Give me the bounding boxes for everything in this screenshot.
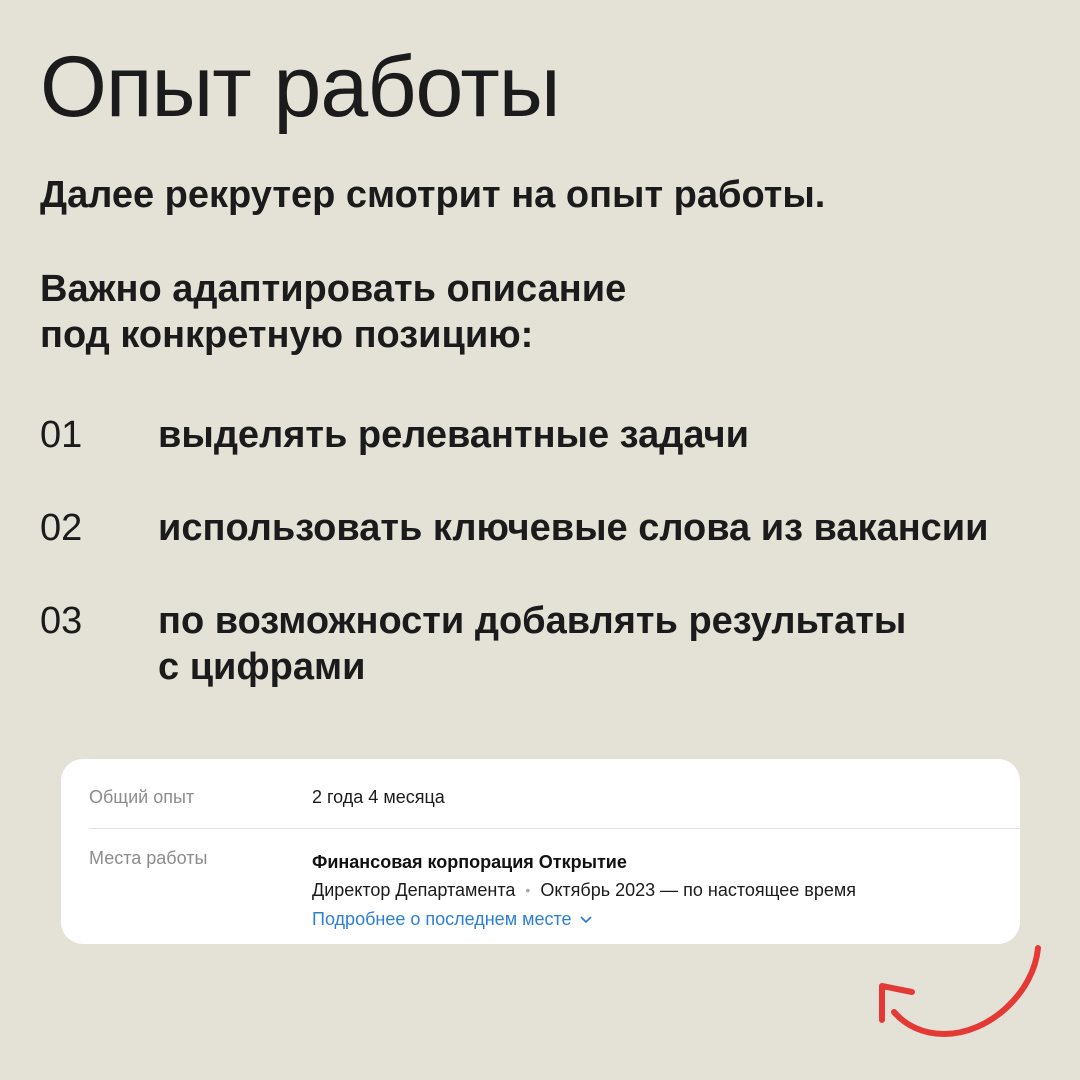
more-about-last-place-link[interactable] <box>312 904 856 933</box>
total-experience-row <box>89 759 1020 829</box>
separator-dot: • <box>525 882 531 898</box>
list-item-text <box>158 598 906 690</box>
list-item-number: 03 <box>40 600 83 642</box>
employment-period: Октябрь 2023 — по настоящее время <box>540 880 856 900</box>
total-experience-label: Общий опыт <box>89 787 195 807</box>
list-item-line: по возможности добавлять результаты <box>158 600 907 642</box>
list-item-line: с цифрами <box>158 646 366 688</box>
list-item-number: 01 <box>40 414 83 456</box>
intro-text: Далее рекрутер смотрит на опыт работы. <box>40 174 826 216</box>
chevron-down-icon <box>580 904 592 932</box>
lead-text <box>40 266 626 358</box>
position-title: Директор Департамента <box>312 880 516 900</box>
curved-arrow-icon <box>872 942 1048 1046</box>
workplaces-label: Места работы <box>89 848 208 868</box>
lead-line-1: Важно адаптировать описание <box>40 268 627 310</box>
company-name: Финансовая корпорация Открытие <box>312 852 627 872</box>
lead-line-2: под конкретную позицию: <box>40 314 534 356</box>
workplaces-row <box>89 829 1020 944</box>
list-item-text <box>158 412 749 458</box>
workplace-entry <box>312 848 856 933</box>
list-item-text <box>158 505 989 551</box>
position-line <box>312 876 856 904</box>
list-item-line: выделять релевантные задачи <box>158 414 749 456</box>
experience-card <box>61 759 1020 944</box>
list-item-line: использовать ключевые слова из вакансии <box>158 507 989 549</box>
list-item-number: 02 <box>40 507 83 549</box>
page-title: Опыт работы <box>40 39 560 135</box>
total-experience-value: 2 года 4 месяца <box>312 787 445 807</box>
more-link-label: Подробнее о последнем месте <box>312 909 572 929</box>
